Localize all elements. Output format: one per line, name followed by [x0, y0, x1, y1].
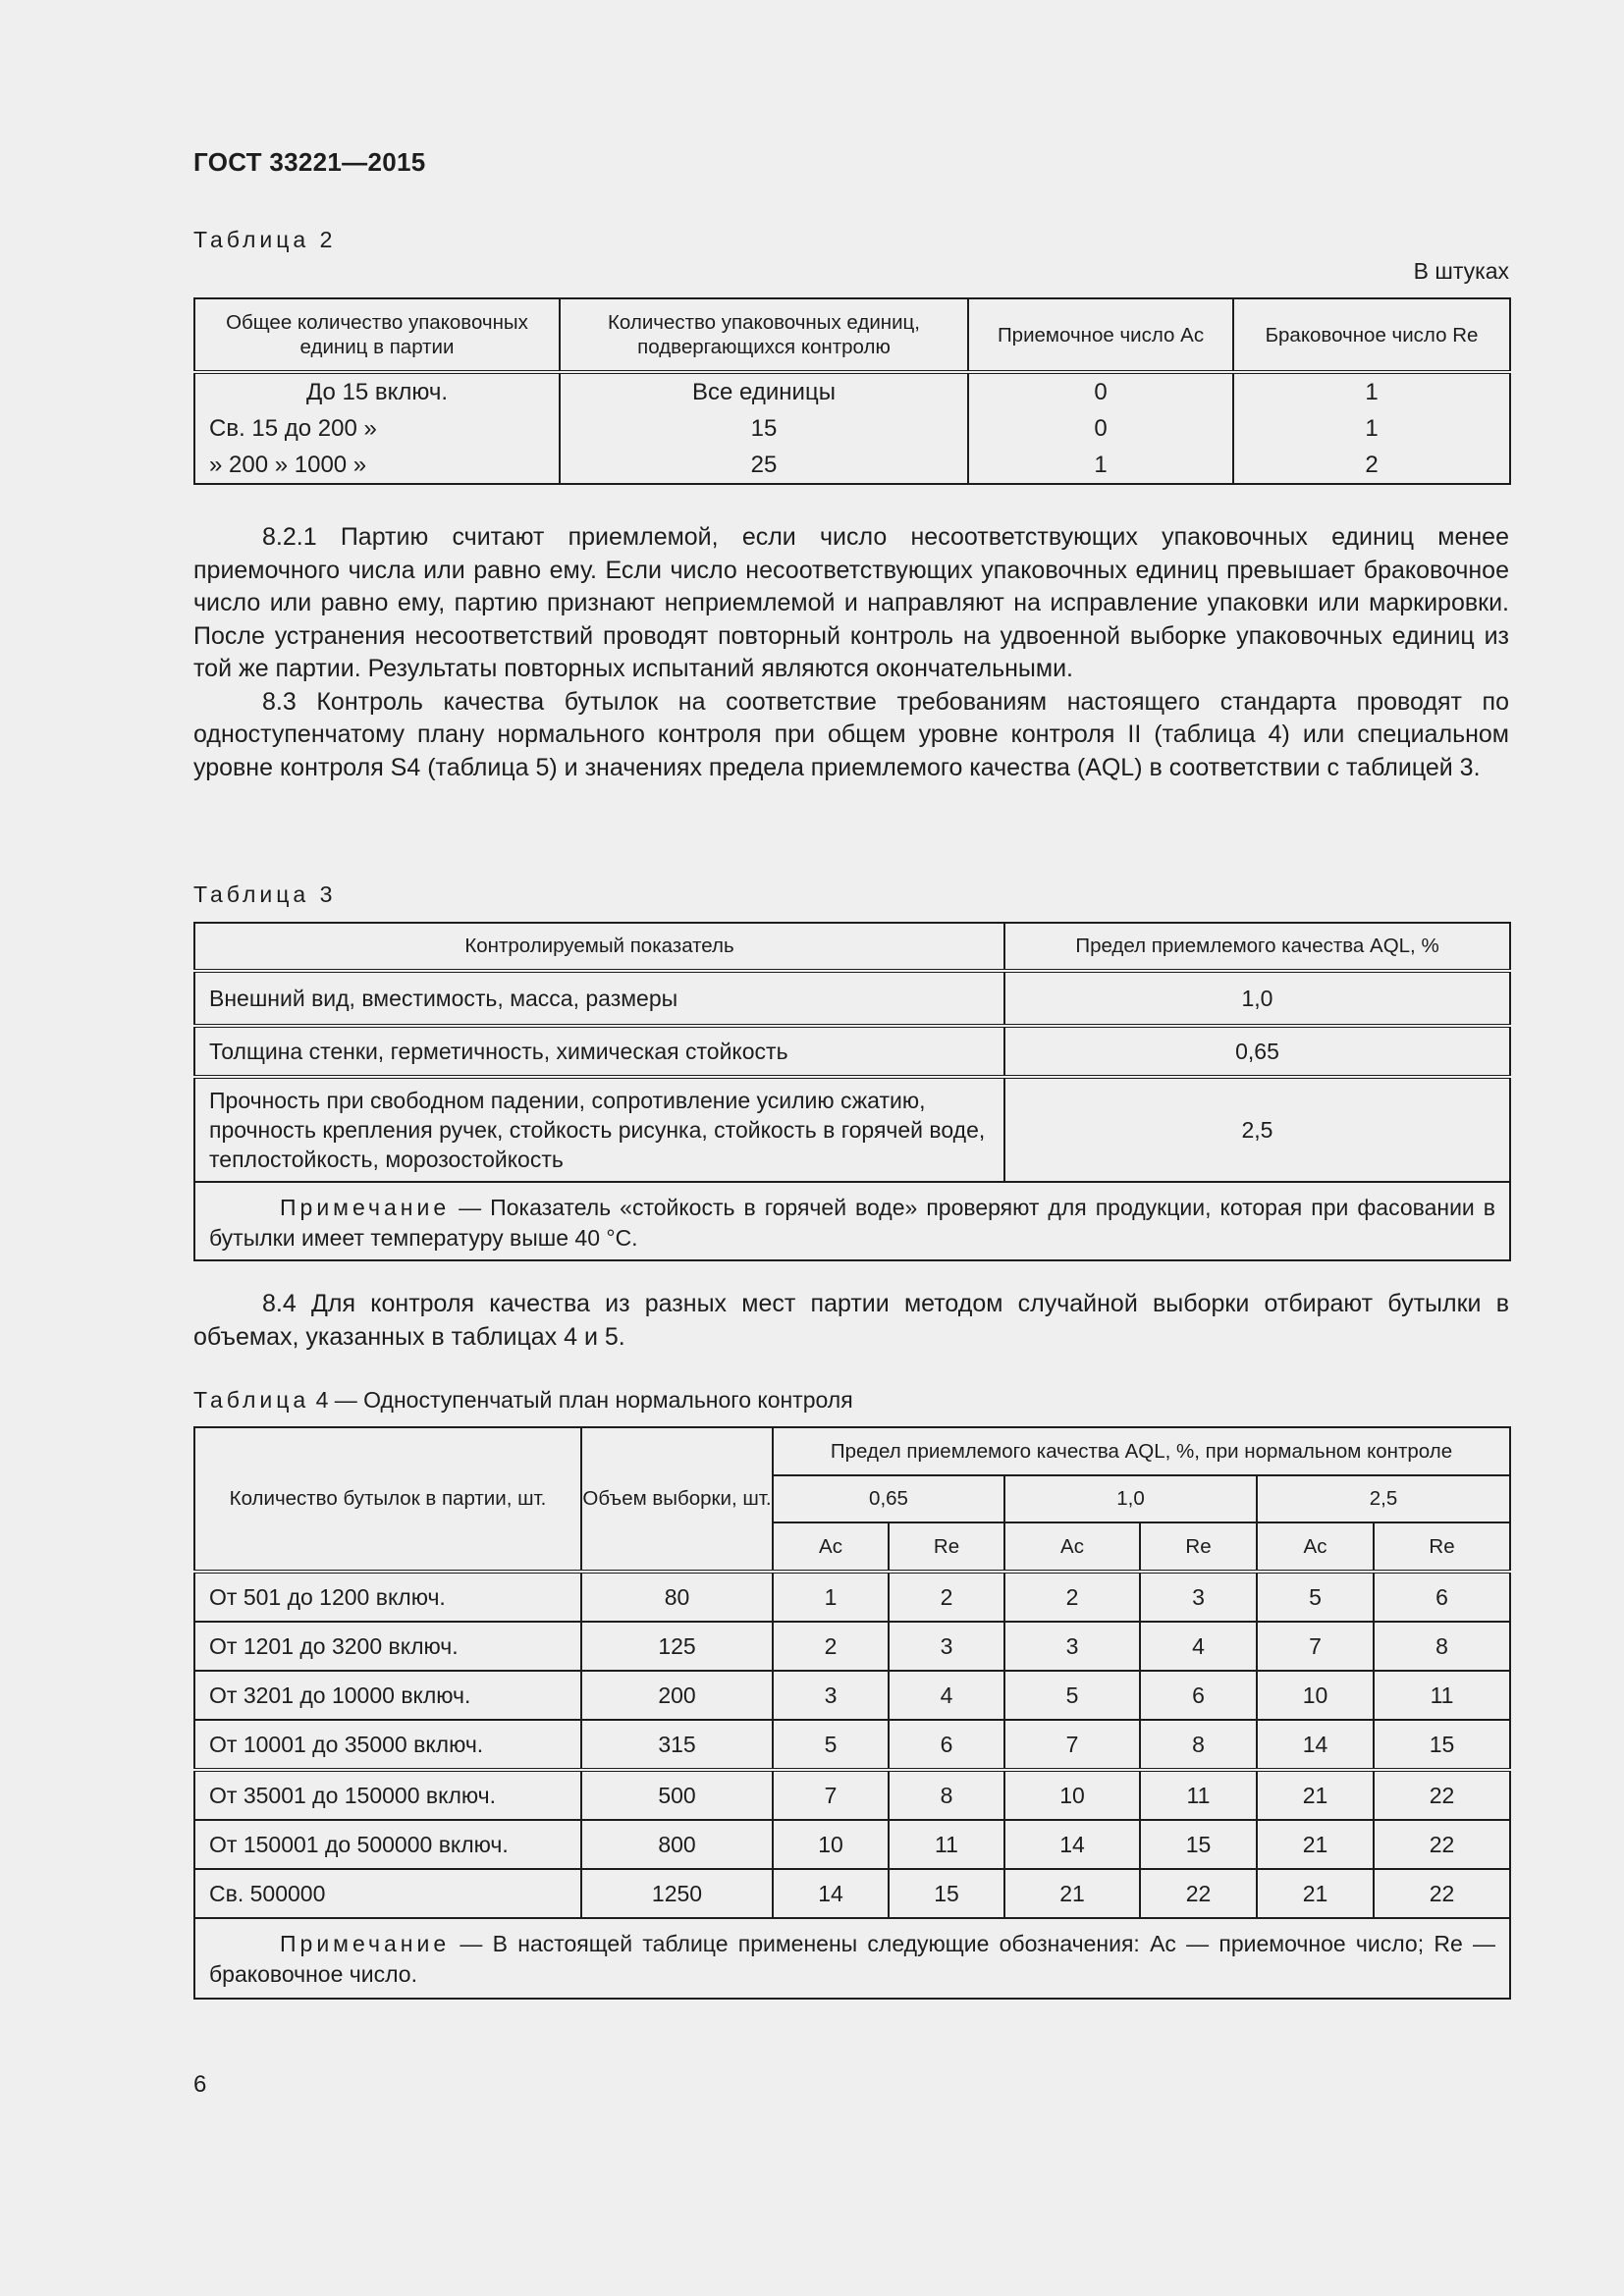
- table4-cell: 15: [1374, 1720, 1510, 1770]
- table4: [193, 1426, 1511, 2000]
- table2-cell: Все единицы: [560, 372, 968, 410]
- table2-cell: 0: [968, 410, 1233, 447]
- table4-cell: 2: [889, 1572, 1004, 1622]
- table4-header-ac: Ас: [1257, 1522, 1374, 1572]
- table4-cell: 11: [1140, 1770, 1257, 1820]
- table4-cell: 4: [889, 1671, 1004, 1720]
- table-row: [194, 1869, 1510, 1918]
- table-row: [194, 1820, 1510, 1869]
- table4-cell: 3: [773, 1671, 889, 1720]
- table-row: [194, 372, 1510, 410]
- table4-cell: 7: [1004, 1720, 1140, 1770]
- table4-cell: 5: [1257, 1572, 1374, 1622]
- table2-header-cell: Общее количество упаковочных единиц в партии: [194, 298, 560, 372]
- table-row: [194, 410, 1510, 447]
- table4-cell: 4: [1140, 1622, 1257, 1671]
- table2-cell: » 200 » 1000 »: [194, 447, 560, 484]
- table4-cell: 6: [1140, 1671, 1257, 1720]
- table3: [193, 922, 1511, 1261]
- table2-cell: 1: [1233, 372, 1510, 410]
- table2-cell: 1: [1233, 410, 1510, 447]
- table3-header-cell: Предел приемлемого качества AQL, %: [1004, 923, 1510, 971]
- table4-cell: 14: [1257, 1720, 1374, 1770]
- table2-cell: 15: [560, 410, 968, 447]
- table4-header-aql: Предел приемлемого качества AQL, %, при нормальном контроле: [773, 1427, 1510, 1475]
- table4-cell: 8: [1140, 1720, 1257, 1770]
- table3-cell: 0,65: [1004, 1026, 1510, 1077]
- table4-cell: 1250: [581, 1869, 773, 1918]
- table2-units: В штуках: [1413, 258, 1509, 284]
- table2-cell: Св. 15 до 200 »: [194, 410, 560, 447]
- table-row: [194, 1077, 1510, 1182]
- table4-cell: 200: [581, 1671, 773, 1720]
- table3-header-row: [194, 923, 1510, 971]
- table3-note-row: [194, 1182, 1510, 1260]
- table4-header-re: Re: [1374, 1522, 1510, 1572]
- table4-cell: 21: [1257, 1770, 1374, 1820]
- table4-header-ac: Ас: [773, 1522, 889, 1572]
- table-row: [194, 1572, 1510, 1622]
- body-text-block: [193, 1288, 1509, 1354]
- table4-cell: 7: [1257, 1622, 1374, 1671]
- table4-cell: 21: [1257, 1869, 1374, 1918]
- table4-header-re: Re: [889, 1522, 1004, 1572]
- table4-cell: 3: [1140, 1572, 1257, 1622]
- table4-header-re: Re: [1140, 1522, 1257, 1572]
- table2-caption: Таблица 2: [193, 227, 337, 252]
- table4-caption: [193, 1387, 853, 1414]
- table3-cell: Внешний вид, вместимость, масса, размеры: [194, 971, 1004, 1026]
- table2-cell: 2: [1233, 447, 1510, 484]
- table4-cell: 22: [1374, 1869, 1510, 1918]
- table4-cell: 2: [773, 1622, 889, 1671]
- table4-cell: 10: [1257, 1671, 1374, 1720]
- table-row: [194, 1026, 1510, 1077]
- table-row: [194, 1770, 1510, 1820]
- table4-lot-cell: От 10001 до 35000 включ.: [194, 1720, 581, 1770]
- table4-cell: 14: [1004, 1820, 1140, 1869]
- table3-cell: 2,5: [1004, 1077, 1510, 1182]
- table4-header-level: 2,5: [1257, 1475, 1510, 1522]
- table2-cell: До 15 включ.: [194, 372, 560, 410]
- table4-cell: 22: [1140, 1869, 1257, 1918]
- table4-cell: 8: [1374, 1622, 1510, 1671]
- body-text-block: [193, 521, 1509, 784]
- table4-cell: 22: [1374, 1770, 1510, 1820]
- table4-lot-cell: От 150001 до 500000 включ.: [194, 1820, 581, 1869]
- table4-cell: 800: [581, 1820, 773, 1869]
- table4-cell: 500: [581, 1770, 773, 1820]
- table4-cell: 6: [889, 1720, 1004, 1770]
- table4-cell: 7: [773, 1770, 889, 1820]
- table2-cell: 1: [968, 447, 1233, 484]
- table4-cell: 15: [1140, 1820, 1257, 1869]
- table4-cell: 10: [773, 1820, 889, 1869]
- table2-header-row: [194, 298, 1510, 372]
- table4-cell: 5: [773, 1720, 889, 1770]
- table4-header-row: [194, 1427, 1510, 1475]
- table4-lot-cell: Св. 500000: [194, 1869, 581, 1918]
- table4-header-ac: Ас: [1004, 1522, 1140, 1572]
- table4-cell: 3: [889, 1622, 1004, 1671]
- table3-caption: Таблица 3: [193, 881, 337, 907]
- paragraph-8-2-1: 8.2.1 Партию считают приемлемой, если число несоответствующих упаковочных единиц менее приемочного числа или равно ему. Если число несоответствующих упаковочных единиц превышает браковочное число или равно ему, партию признают неприемлемой и направляют на исправление упаковки или маркировки. После устранения несоответствий проводят повторный контроль на удвоенной выборке упаковочных единиц из той же партии. Результаты повторных испытаний являются окончательными.: [193, 523, 1509, 682]
- note-label: Примечание: [280, 1195, 451, 1220]
- table4-cell: 5: [1004, 1671, 1140, 1720]
- table2-header-cell: Количество упаковочных единиц, подвергающихся контролю: [560, 298, 968, 372]
- table-row: [194, 971, 1510, 1026]
- table2-cell: 25: [560, 447, 968, 484]
- table-row: [194, 1671, 1510, 1720]
- table4-header-level: 1,0: [1004, 1475, 1257, 1522]
- table4-cell: 21: [1257, 1820, 1374, 1869]
- table4-cell: 1: [773, 1572, 889, 1622]
- table4-caption-label: Таблица: [193, 1387, 310, 1413]
- table2-header-cell: Браковочное число Re: [1233, 298, 1510, 372]
- table4-cell: 3: [1004, 1622, 1140, 1671]
- table-row: [194, 447, 1510, 484]
- table3-cell: Толщина стенки, герметичность, химическая стойкость: [194, 1026, 1004, 1077]
- table4-cell: 22: [1374, 1820, 1510, 1869]
- table2-header-cell: Приемочное число Ас: [968, 298, 1233, 372]
- note-label: Примечание: [280, 1931, 451, 1956]
- table4-cell: 125: [581, 1622, 773, 1671]
- note-text: — В настоящей таблице применены следующие обозначения: Ас — приемочное число; Re — браковочное число.: [209, 1931, 1496, 1987]
- table4-note-row: [194, 1918, 1510, 1999]
- table4-cell: 11: [1374, 1671, 1510, 1720]
- table-row: [194, 1622, 1510, 1671]
- table4-header-level: 0,65: [773, 1475, 1004, 1522]
- table4-cell: 6: [1374, 1572, 1510, 1622]
- table4-caption-title: 4 — Одноступенчатый план нормального контроля: [309, 1387, 853, 1413]
- table2: [193, 297, 1511, 485]
- page-number: 6: [193, 2071, 207, 2098]
- table4-lot-cell: От 501 до 1200 включ.: [194, 1572, 581, 1622]
- table3-header-cell: Контролируемый показатель: [194, 923, 1004, 971]
- table4-cell: 315: [581, 1720, 773, 1770]
- table4-cell: 10: [1004, 1770, 1140, 1820]
- table3-note: [194, 1182, 1510, 1260]
- table4-header-lot: Количество бутылок в партии, шт.: [194, 1427, 581, 1572]
- table3-cell: 1,0: [1004, 971, 1510, 1026]
- table4-note: [194, 1918, 1510, 1999]
- table4-lot-cell: От 1201 до 3200 включ.: [194, 1622, 581, 1671]
- table3-cell: Прочность при свободном падении, сопротивление усилию сжатию, прочность крепления ручек, стойкость рисунка, стойкость в горячей воде, теплостойкость, морозостойкость: [194, 1077, 1004, 1182]
- table4-cell: 15: [889, 1869, 1004, 1918]
- table4-header-sample: Объем выборки, шт.: [581, 1427, 773, 1572]
- table4-cell: 21: [1004, 1869, 1140, 1918]
- table2-cell: 0: [968, 372, 1233, 410]
- table4-lot-cell: От 3201 до 10000 включ.: [194, 1671, 581, 1720]
- paragraph-8-3: 8.3 Контроль качества бутылок на соответствие требованиям настоящего стандарта проводят по одноступенчатому плану нормального контроля при общем уровне контроля II (таблица 4) или специальном уровне контроля S4 (таблица 5) и значениях предела приемлемого качества (AQL) в соответствии с таблицей 3.: [193, 687, 1509, 781]
- table-row: [194, 1720, 1510, 1770]
- paragraph-8-4: 8.4 Для контроля качества из разных мест партии методом случайной выборки отбирают бутылки в объемах, указанных в таблицах 4 и 5.: [193, 1290, 1509, 1351]
- note-text: — Показатель «стойкость в горячей воде» проверяют для продукции, которая при фасовании в бутылки имеет температуру выше 40 °С.: [209, 1195, 1495, 1251]
- table4-cell: 8: [889, 1770, 1004, 1820]
- table4-cell: 2: [1004, 1572, 1140, 1622]
- table4-body: [194, 1572, 1510, 1999]
- table4-cell: 80: [581, 1572, 773, 1622]
- standard-designation: ГОСТ 33221—2015: [193, 147, 426, 177]
- table4-cell: 14: [773, 1869, 889, 1918]
- table4-cell: 11: [889, 1820, 1004, 1869]
- table4-lot-cell: От 35001 до 150000 включ.: [194, 1770, 581, 1820]
